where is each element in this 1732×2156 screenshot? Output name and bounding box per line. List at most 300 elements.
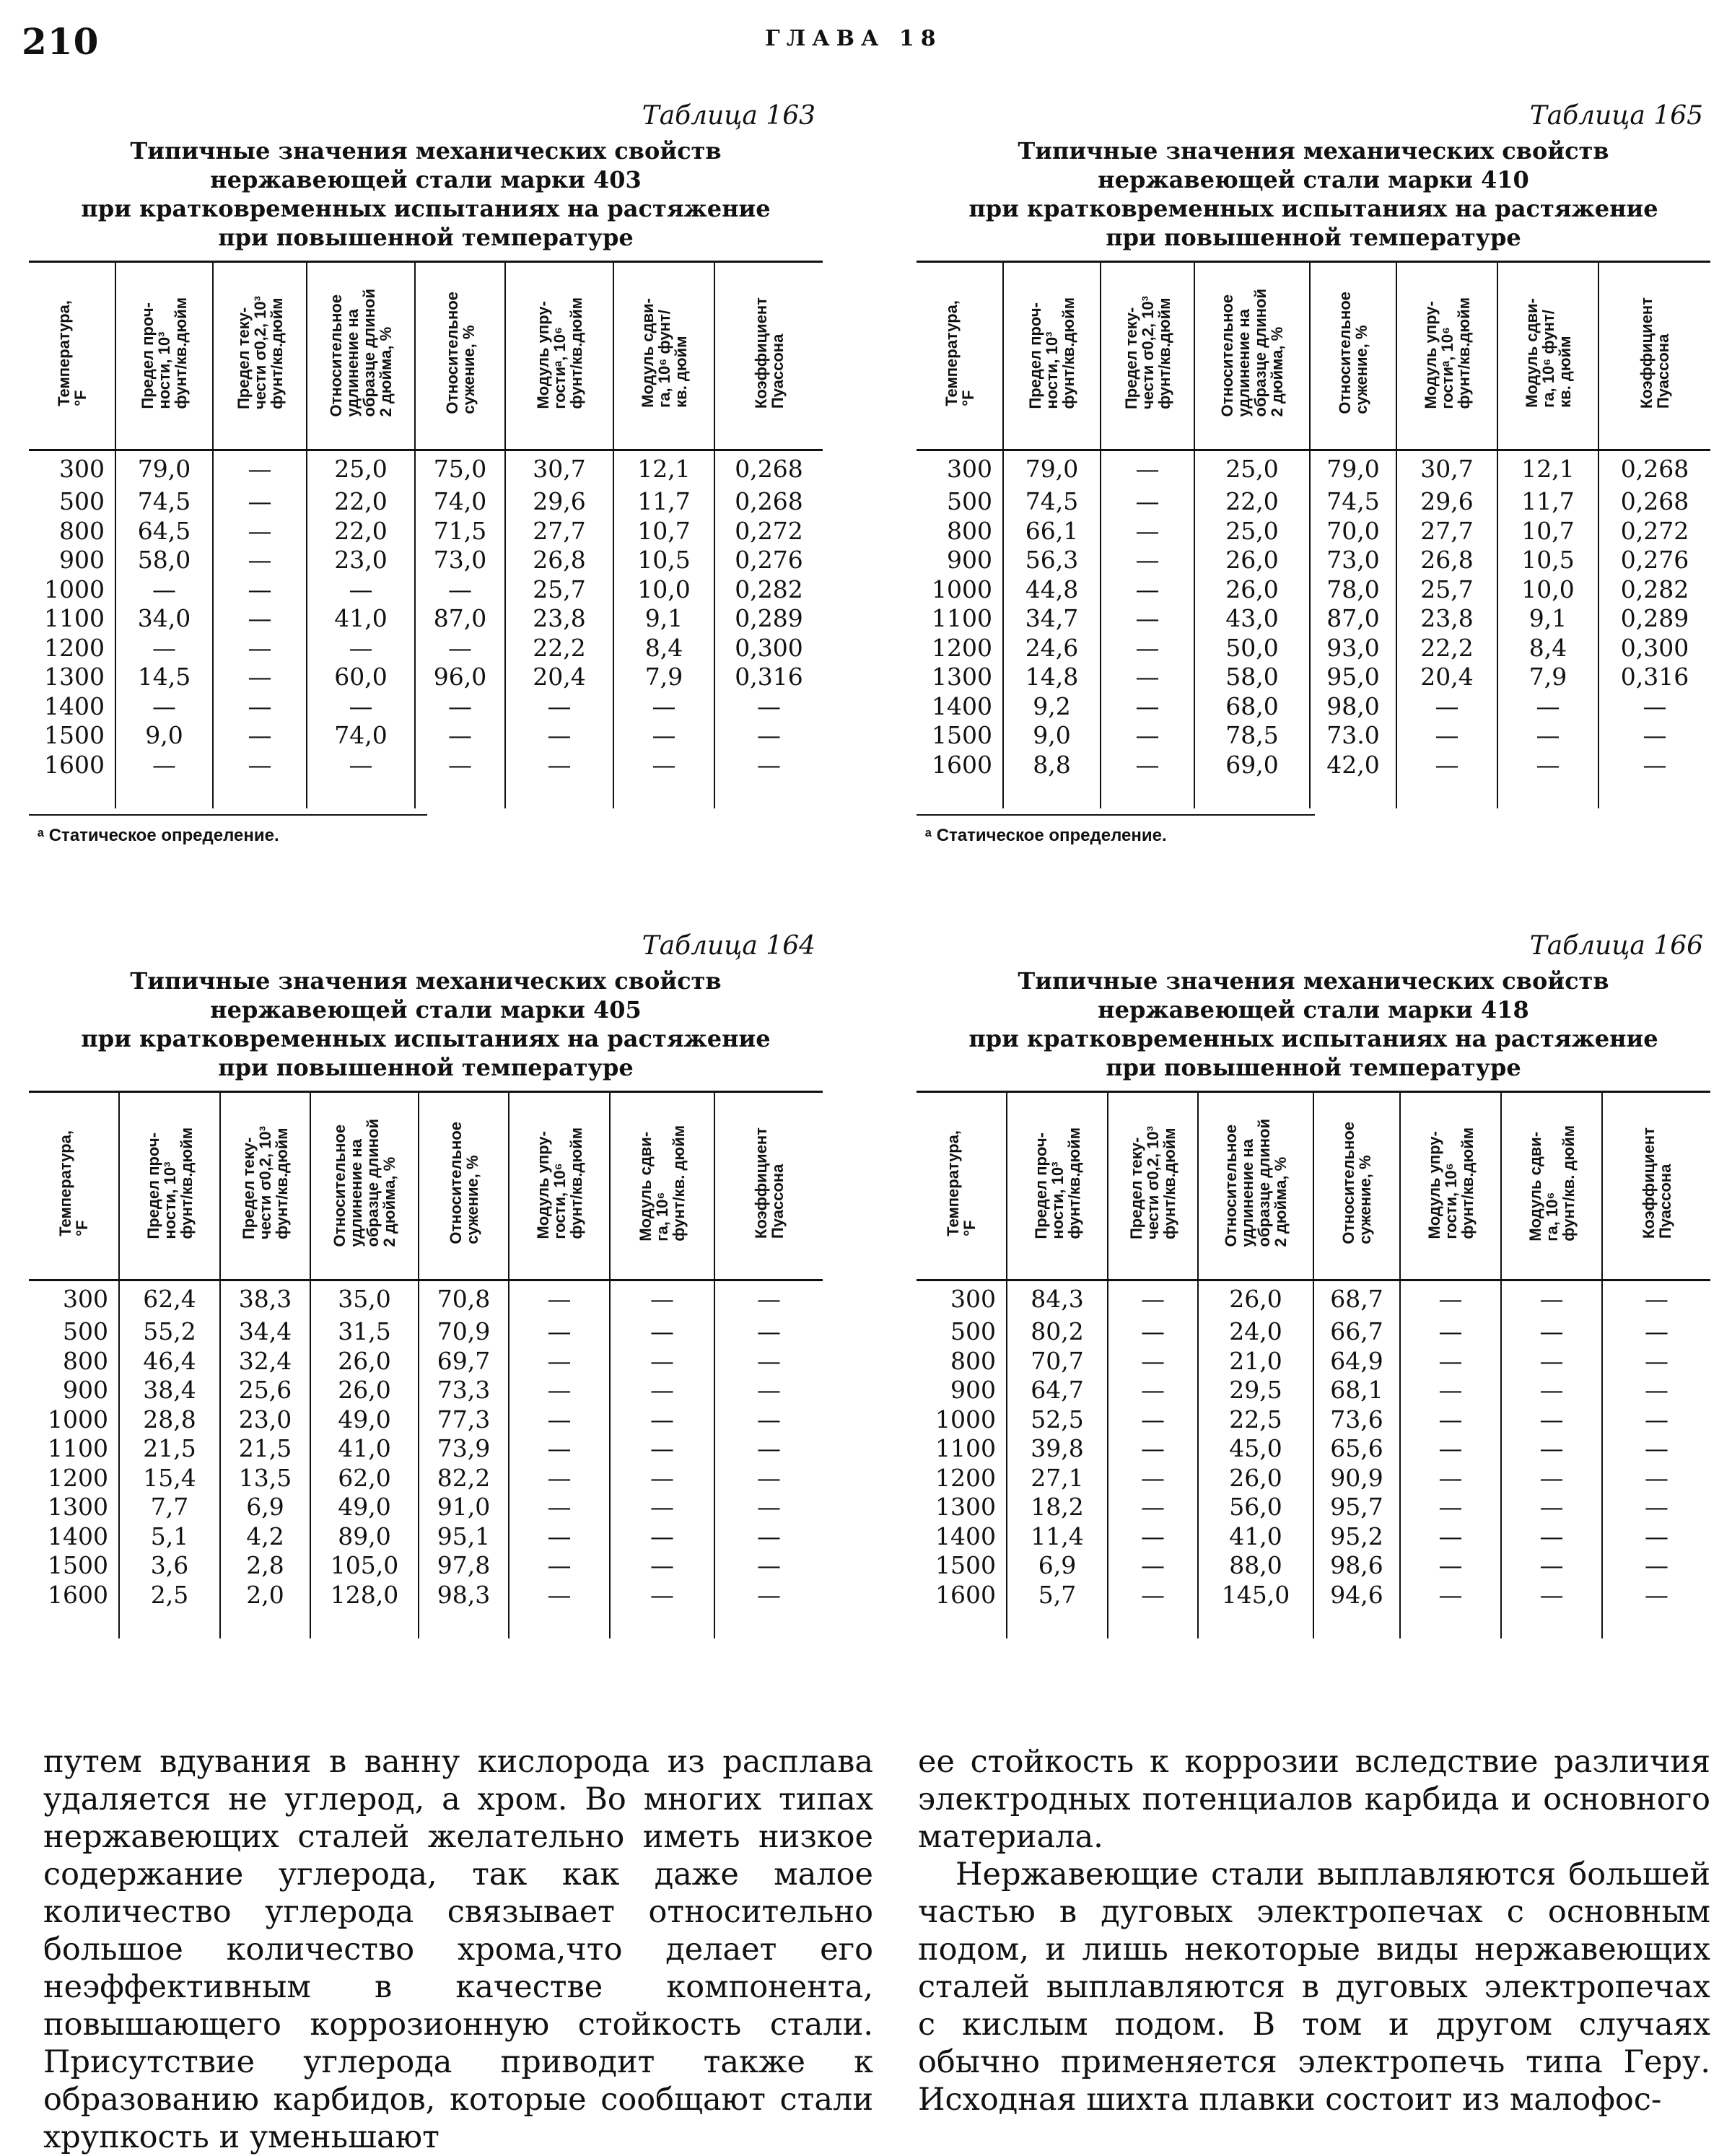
table-cell: 68,1 [1313, 1376, 1400, 1405]
table-cell: 10,0 [613, 575, 714, 605]
table-row [917, 517, 1710, 546]
table-cell: — [307, 692, 415, 722]
table-cell: — [714, 692, 823, 722]
table-cell: — [1400, 1280, 1501, 1318]
column-header-label: Коэффициент Пуассона [751, 1127, 787, 1239]
table-cell: 43,0 [1194, 604, 1310, 634]
table-cell: 26,8 [505, 546, 613, 575]
table-cell: 87,0 [1310, 604, 1396, 634]
table-cell: 87,0 [415, 604, 505, 634]
table-cell: — [1101, 487, 1194, 517]
table-cell: 300 [950, 1284, 996, 1313]
table-cell: 78,0 [1310, 575, 1396, 605]
table-cell: 38,4 [119, 1376, 220, 1405]
table-cell: 800 [63, 1346, 108, 1375]
table-cell: — [714, 721, 823, 751]
table-cell: 1300 [48, 1493, 108, 1521]
table-cell: — [115, 575, 213, 605]
table-row [917, 1280, 1710, 1318]
table-cell: 95,0 [1310, 663, 1396, 692]
table-cell: 91,0 [419, 1493, 509, 1522]
table-cell: 1200 [44, 633, 105, 662]
table-row [917, 575, 1710, 605]
table-cell: 69,0 [1194, 751, 1310, 780]
table-cell: — [509, 1493, 610, 1522]
table-cell: 10,7 [1497, 517, 1598, 546]
table-cell: — [1101, 450, 1194, 488]
column-header [415, 262, 505, 450]
table-cell: 500 [59, 487, 105, 515]
data-table-164 [29, 1091, 823, 1638]
table-cell: — [1108, 1464, 1198, 1493]
table-cell: — [1501, 1347, 1602, 1376]
column-header [505, 262, 613, 450]
title-line: при кратковременных испытаниях на растяжение [81, 1025, 771, 1052]
table-cell: 95,7 [1313, 1493, 1400, 1522]
table-cell: 22,0 [307, 517, 415, 546]
table-cell: 10,5 [1497, 546, 1598, 575]
table-cell: — [213, 663, 307, 692]
table-cell: 1000 [935, 1405, 996, 1433]
table-cell: 41,0 [1198, 1522, 1313, 1552]
table-row [917, 1347, 1710, 1376]
table-cell: 74,5 [115, 487, 213, 517]
table-cell: 300 [59, 454, 105, 483]
table-cell: — [307, 575, 415, 605]
table-row [917, 1317, 1710, 1347]
table-cell: — [714, 1280, 823, 1318]
table-row [917, 487, 1710, 517]
table-cell: — [714, 1376, 823, 1405]
table-cell: 73,6 [1313, 1405, 1400, 1435]
column-header [29, 1092, 119, 1280]
table-title [917, 966, 1710, 1082]
table-cell: — [415, 575, 505, 605]
table-cell: 21,5 [119, 1434, 220, 1464]
column-header [419, 1092, 509, 1280]
table-cell: — [213, 450, 307, 488]
table-cell: — [307, 634, 415, 663]
table-cell: — [1501, 1405, 1602, 1435]
table-cell: — [505, 751, 613, 780]
column-header-label: Коэффициент Пуассона [1637, 297, 1672, 409]
column-header [1602, 1092, 1710, 1280]
table-cell: 22,5 [1198, 1405, 1313, 1435]
table-cell: — [1396, 721, 1497, 751]
table-cell: — [415, 634, 505, 663]
table-cell: 1100 [932, 604, 992, 632]
table-cell: 49,0 [310, 1405, 419, 1435]
table-spacer-row [917, 1610, 1710, 1638]
table-cell: 26,0 [1198, 1280, 1313, 1318]
column-header-label: Модуль сдви- га, 10⁶ фунт/кв. дюйм [637, 1125, 688, 1241]
body-paragraph: ее стойкость к коррозии вследствие различия электродных потенциалов карбида и основного материала. [918, 1744, 1710, 1855]
table-row [917, 1551, 1710, 1581]
table-cell: — [610, 1522, 714, 1552]
table-row [917, 450, 1710, 488]
table-cell: 32,4 [220, 1347, 310, 1376]
table-cell: 25,0 [1194, 450, 1310, 488]
table-cell: 44,8 [1003, 575, 1101, 605]
column-header-label: Модуль сдви- га, 10⁶ фунт/ кв. дюйм [638, 298, 690, 408]
table-row [917, 634, 1710, 663]
table-cell: — [613, 692, 714, 722]
column-header-label: Модуль упру- гости, 10⁶ фунт/кв.дюйм [1425, 1127, 1477, 1239]
table-cell: 1600 [932, 750, 992, 779]
table-cell: 66,7 [1313, 1317, 1400, 1347]
body-text-right-column [918, 1743, 1710, 2118]
column-header-label: Температура, °F [942, 300, 977, 406]
column-header-label: Предел проч- ности, 10³ фунт/кв.дюйм [144, 1127, 196, 1239]
table-cell: — [1598, 721, 1710, 751]
table-cell: — [509, 1280, 610, 1318]
table-cell: — [1101, 634, 1194, 663]
table-cell: 300 [947, 454, 992, 483]
column-header [1108, 1092, 1198, 1280]
table-cell: — [1108, 1493, 1198, 1522]
table-cell: — [1400, 1434, 1501, 1464]
table-row [29, 1464, 823, 1493]
column-header-label: Предел проч- ности, 10³ фунт/кв.дюйм [1031, 1127, 1083, 1239]
table-cell: — [1108, 1405, 1198, 1435]
table-cell: — [714, 1522, 823, 1552]
table-cell: 6,9 [220, 1493, 310, 1522]
table-cell: 5,1 [119, 1522, 220, 1552]
table-cell: 0,282 [714, 575, 823, 605]
table-cell: 29,6 [1396, 487, 1497, 517]
table-cell: 1100 [935, 1434, 996, 1462]
table-cell: — [1400, 1551, 1501, 1581]
table-row [917, 721, 1710, 751]
body-paragraph: путем вдувания в ванну кислорода из расплава удаляется не углерод, а хром. Во многих типах нержавеющих сталей желательно иметь низкое содержание углерода, так как даже малое количество углерода связывает относительно большое количество хрома,что делает его неэффективным в качестве компонента, повышающего коррозионную стойкость стали. Присутствие углерода приводит также к образованию карбидов, которые сообщают стали хрупкость и уменьшают [43, 1744, 873, 2155]
table-cell: — [714, 1493, 823, 1522]
table-cell: 1500 [44, 721, 105, 749]
column-header-label: Относительное удлинение на образце длиной 2 дюйма, % [1222, 1119, 1290, 1247]
table-cell: — [1602, 1405, 1710, 1435]
table-cell: 11,4 [1007, 1522, 1108, 1552]
table-row [917, 663, 1710, 692]
table-row [29, 517, 823, 546]
table-cell: — [1501, 1493, 1602, 1522]
table-cell: — [213, 575, 307, 605]
table-footnote: ᵃ Статическое определение. [917, 814, 1315, 846]
table-cell: — [714, 1434, 823, 1464]
table-cell: — [1400, 1522, 1501, 1552]
table-cell: — [307, 751, 415, 780]
table-cell: — [509, 1551, 610, 1581]
table-cell: 1500 [48, 1551, 108, 1579]
table-cell: 68,7 [1313, 1280, 1400, 1318]
table-cell: 56,3 [1003, 546, 1101, 575]
table-row [917, 692, 1710, 722]
title-line: при кратковременных испытаниях на растяжение [968, 195, 1658, 222]
data-table-165 [917, 261, 1710, 808]
table-cell: 145,0 [1198, 1581, 1313, 1610]
column-header-label: Относительное сужение, % [446, 1122, 481, 1244]
title-line: при кратковременных испытаниях на растяжение [81, 195, 771, 222]
table-cell: 0,272 [1598, 517, 1710, 546]
table-cell: — [610, 1280, 714, 1318]
column-header [213, 262, 307, 450]
table-cell: 800 [59, 516, 105, 545]
table-cell: 73,0 [1310, 546, 1396, 575]
column-header-label: Температура, °F [56, 1130, 91, 1236]
table-cell: 56,0 [1198, 1493, 1313, 1522]
page-number: 210 [22, 20, 100, 63]
table-cell: 34,0 [115, 604, 213, 634]
table-row [29, 1405, 823, 1435]
table-cell: 27,1 [1007, 1464, 1108, 1493]
column-header-label: Модуль сдви- га, 10⁶ фунт/кв. дюйм [1526, 1125, 1578, 1241]
table-cell: 84,3 [1007, 1280, 1108, 1318]
table-cell: — [610, 1405, 714, 1435]
table-cell: — [714, 1317, 823, 1347]
table-cell: 20,4 [505, 663, 613, 692]
column-header [119, 1092, 220, 1280]
table-cell: 77,3 [419, 1405, 509, 1435]
table-cell: — [1108, 1280, 1198, 1318]
table-cell: 50,0 [1194, 634, 1310, 663]
table-cell: 23,8 [1396, 604, 1497, 634]
table-cell: — [1501, 1280, 1602, 1318]
table-cell: — [1108, 1581, 1198, 1610]
table-cell: — [1501, 1464, 1602, 1493]
table-cell: — [1400, 1581, 1501, 1610]
table-cell: 7,9 [613, 663, 714, 692]
table-cell: 0,268 [714, 487, 823, 517]
table-cell: 98,3 [419, 1581, 509, 1610]
table-cell: — [1400, 1347, 1501, 1376]
table-cell: — [1101, 517, 1194, 546]
table-cell: — [1101, 692, 1194, 722]
table-cell: 25,0 [307, 450, 415, 488]
table-166-block [917, 931, 1710, 1638]
column-header [917, 1092, 1007, 1280]
table-cell: 79,0 [1310, 450, 1396, 488]
column-header [1101, 262, 1194, 450]
column-header-label: Относительное сужение, % [442, 292, 478, 414]
table-cell: 58,0 [115, 546, 213, 575]
table-cell: 7,7 [119, 1493, 220, 1522]
column-header-label: Модуль упру- гостиᵃ, 10⁶ фунт/кв.дюйм [1421, 297, 1473, 409]
title-line: нержавеющей стали марки 403 [210, 166, 642, 193]
table-cell: 1100 [44, 604, 105, 632]
table-cell: 128,0 [310, 1581, 419, 1610]
table-cell: 1600 [935, 1580, 996, 1609]
table-cell: 6,9 [1007, 1551, 1108, 1581]
table-row [29, 575, 823, 605]
table-cell: 1400 [48, 1522, 108, 1550]
table-cell: — [1400, 1405, 1501, 1435]
table-cell: — [610, 1581, 714, 1610]
table-cell: — [509, 1317, 610, 1347]
table-row [917, 1376, 1710, 1405]
table-cell: 105,0 [310, 1551, 419, 1581]
table-cell: 1500 [932, 721, 992, 749]
table-cell: 29,6 [505, 487, 613, 517]
table-cell: — [1108, 1347, 1198, 1376]
title-line: нержавеющей стали марки 410 [1098, 166, 1529, 193]
table-cell: 26,0 [310, 1376, 419, 1405]
table-cell: — [1602, 1280, 1710, 1318]
table-cell: 0,289 [1598, 604, 1710, 634]
table-cell: 25,0 [1194, 517, 1310, 546]
column-header-label: Относительное сужение, % [1336, 292, 1370, 414]
column-header [1497, 262, 1598, 450]
table-row [29, 634, 823, 663]
table-cell: 10,7 [613, 517, 714, 546]
table-cell: — [1101, 604, 1194, 634]
column-header [613, 262, 714, 450]
table-cell: — [714, 1551, 823, 1581]
column-header-label: Модуль упру- гости, 10⁶ фунт/кв.дюйм [533, 1127, 585, 1239]
table-165-block [917, 101, 1710, 846]
table-cell: 0,289 [714, 604, 823, 634]
table-cell: 28,8 [119, 1405, 220, 1435]
table-cell: 73.0 [1310, 721, 1396, 751]
table-cell: 22,0 [307, 487, 415, 517]
table-cell: 800 [950, 1346, 996, 1375]
table-cell: — [1101, 575, 1194, 605]
title-line: при повышенной температуре [218, 1054, 634, 1081]
table-cell: 10,5 [613, 546, 714, 575]
table-cell: — [505, 692, 613, 722]
table-cell: 21,5 [220, 1434, 310, 1464]
table-cell: — [1101, 751, 1194, 780]
table-cell: 24,0 [1198, 1317, 1313, 1347]
table-cell: 73,9 [419, 1434, 509, 1464]
table-cell: 64,9 [1313, 1347, 1400, 1376]
table-cell: 96,0 [415, 663, 505, 692]
table-cell: 9,0 [115, 721, 213, 751]
table-cell: 0,272 [714, 517, 823, 546]
table-cell: 25,6 [220, 1376, 310, 1405]
table-label: Таблица 165 [1529, 101, 1703, 131]
table-cell: — [1501, 1581, 1602, 1610]
running-header: ГЛАВА 18 [765, 26, 942, 51]
table-cell: — [1602, 1317, 1710, 1347]
table-row [917, 751, 1710, 780]
table-cell: 27,7 [1396, 517, 1497, 546]
table-cell: 22,2 [505, 634, 613, 663]
column-header-label: Температура, °F [944, 1130, 979, 1236]
table-cell: — [1501, 1551, 1602, 1581]
column-header-label: Модуль сдви- га, 10⁶ фунт/ кв. дюйм [1522, 298, 1574, 408]
column-header [714, 1092, 823, 1280]
table-row [29, 1347, 823, 1376]
column-header-label: Модуль упру- гостиᵃ, 10⁶ фунт/кв.дюйм [533, 297, 585, 409]
table-cell: 79,0 [1003, 450, 1101, 488]
table-cell: 46,4 [119, 1347, 220, 1376]
table-cell: 35,0 [310, 1280, 419, 1318]
table-cell: 41,0 [307, 604, 415, 634]
table-cell: 64,5 [115, 517, 213, 546]
table-cell: 1200 [932, 633, 992, 662]
table-cell: 75,0 [415, 450, 505, 488]
table-cell: 1400 [44, 691, 105, 720]
table-cell: — [1501, 1317, 1602, 1347]
table-cell: 9,1 [1497, 604, 1598, 634]
table-cell: 5,7 [1007, 1581, 1108, 1610]
table-cell: — [714, 1581, 823, 1610]
table-cell: 21,0 [1198, 1347, 1313, 1376]
column-header [1501, 1092, 1602, 1280]
table-cell: — [1101, 546, 1194, 575]
title-line: при повышенной температуре [1106, 1054, 1521, 1081]
table-cell: 14,5 [115, 663, 213, 692]
column-header [307, 262, 415, 450]
table-cell: 500 [947, 487, 992, 515]
column-header-label: Коэффициент Пуассона [1639, 1127, 1674, 1239]
table-cell: 500 [950, 1317, 996, 1345]
column-header [1396, 262, 1497, 450]
table-cell: — [115, 634, 213, 663]
table-row [29, 546, 823, 575]
table-cell: 73,3 [419, 1376, 509, 1405]
table-cell: 74,5 [1310, 487, 1396, 517]
table-cell: 89,0 [310, 1522, 419, 1552]
table-cell: 1100 [48, 1434, 108, 1462]
table-cell: 74,5 [1003, 487, 1101, 517]
title-line: нержавеющей стали марки 405 [210, 996, 642, 1024]
column-header-label: Предел теку- чести σ0,2, 10³ фунт/кв.дюйм [1127, 1126, 1178, 1240]
table-cell: 900 [63, 1376, 108, 1404]
table-row [917, 1464, 1710, 1493]
table-row [29, 1581, 823, 1610]
table-cell: — [1396, 751, 1497, 780]
table-cell: 49,0 [310, 1493, 419, 1522]
table-cell: — [1602, 1434, 1710, 1464]
table-cell: — [509, 1376, 610, 1405]
table-cell: — [1497, 721, 1598, 751]
body-text-left-column [43, 1743, 873, 2156]
title-line: при повышенной температуре [218, 224, 634, 251]
table-cell: — [1501, 1376, 1602, 1405]
column-header [29, 262, 115, 450]
table-cell: — [213, 692, 307, 722]
table-cell: 800 [947, 516, 992, 545]
column-header-label: Относительное сужение, % [1339, 1122, 1374, 1244]
table-cell: 0,268 [714, 450, 823, 488]
table-cell: — [610, 1434, 714, 1464]
title-line: Типичные значения механических свойств [130, 967, 722, 995]
table-cell: — [509, 1434, 610, 1464]
table-cell: 1600 [48, 1580, 108, 1609]
table-row [29, 604, 823, 634]
column-header [1400, 1092, 1501, 1280]
table-cell: 25,7 [505, 575, 613, 605]
table-cell: 9,2 [1003, 692, 1101, 722]
table-cell: 55,2 [119, 1317, 220, 1347]
table-cell: 1000 [44, 575, 105, 603]
table-cell: 0,300 [1598, 634, 1710, 663]
table-cell: 1000 [48, 1405, 108, 1433]
table-cell: 24,6 [1003, 634, 1101, 663]
table-cell: 26,8 [1396, 546, 1497, 575]
table-cell: — [509, 1464, 610, 1493]
table-cell: 74,0 [415, 487, 505, 517]
table-cell: — [1108, 1376, 1198, 1405]
table-cell: 0,268 [1598, 487, 1710, 517]
title-line: нержавеющей стали марки 418 [1098, 996, 1529, 1024]
table-cell: 26,0 [1194, 575, 1310, 605]
table-cell: 0,316 [714, 663, 823, 692]
table-cell: 10,0 [1497, 575, 1598, 605]
table-row [917, 1581, 1710, 1610]
table-cell: 12,1 [1497, 450, 1598, 488]
table-cell: — [1400, 1376, 1501, 1405]
table-cell: — [1108, 1317, 1198, 1347]
